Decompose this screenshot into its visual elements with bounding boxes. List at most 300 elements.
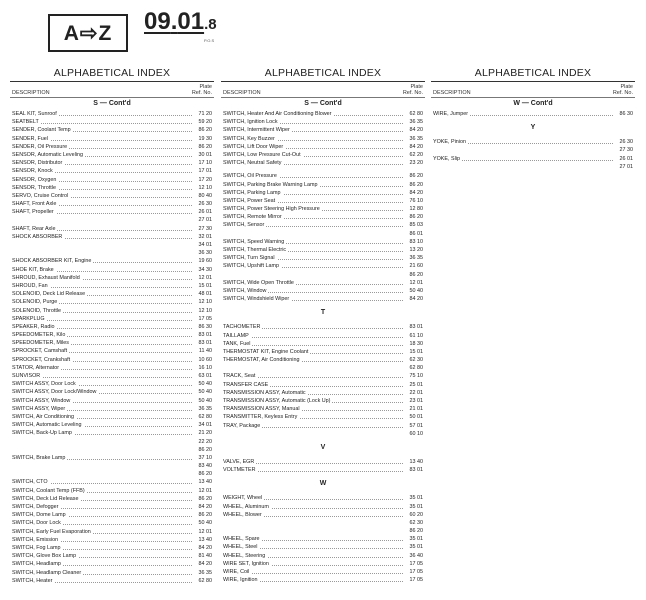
entry-plate-ref: 13 20: [409, 247, 423, 253]
entry-description: SWITCH, Heater: [12, 577, 53, 584]
index-entry: [221, 389, 425, 397]
index-entry: [10, 487, 214, 495]
entry-description: SWITCH, Deck Lid Release: [12, 495, 79, 502]
index-entry: [10, 364, 214, 372]
index-entry: [10, 192, 214, 200]
index-entry: [10, 266, 214, 274]
entry-description: WHEEL, Spare: [223, 536, 260, 543]
index-entry: [221, 397, 425, 405]
column-header: [10, 83, 214, 98]
entry-description: SWITCH ASSY, Window: [12, 397, 71, 404]
entry-description: THERMOSTAT KIT, Engine Coolant: [223, 348, 309, 355]
entry-description: SWITCH, Window: [223, 287, 267, 294]
entry-description: SPROCKET, Crankshaft: [12, 356, 71, 363]
entry-plate-ref: 84 20: [409, 189, 423, 196]
entry-plate-ref: 12 80: [409, 206, 423, 213]
index-rows: [221, 98, 425, 584]
index-entry: [10, 126, 214, 134]
index-entry: [431, 146, 635, 154]
entry-description: WHEEL, Steering: [223, 552, 266, 559]
index-entry: [221, 519, 425, 527]
entry-description: SHROUD, Fan: [12, 282, 48, 289]
entry-description: SPEEDOMETER, Kilo: [12, 332, 66, 339]
entry-plate-ref: 84 20: [198, 504, 212, 510]
entry-plate-ref: 83 01: [409, 324, 423, 331]
entry-plate-ref: 36 35: [409, 255, 423, 262]
entry-plate-ref: 62 80: [409, 111, 423, 117]
index-entry: [10, 405, 214, 413]
entry-plate-ref: 27 30: [198, 225, 212, 232]
entry-plate-ref: 86 20: [198, 446, 212, 453]
index-entry: [10, 241, 214, 249]
entry-description: SPEEDOMETER, Miles: [12, 340, 69, 347]
entry-plate-ref: 17 05: [198, 315, 212, 322]
entry-plate-ref: 50 40: [198, 381, 212, 388]
index-entry: [10, 462, 214, 470]
entry-description: YOKE, Slip: [433, 155, 460, 162]
index-entry: [221, 340, 425, 348]
entry-description: SEAL KIT, Sunroof: [12, 111, 57, 117]
column-header: [221, 83, 425, 98]
entry-description: THERMOSTAT, Air Conditioning: [223, 357, 300, 364]
entry-plate-ref: 86 30: [619, 111, 633, 117]
entry-plate-ref: 62 80: [198, 413, 212, 420]
index-entry: [10, 110, 214, 118]
section-separator: .: [170, 8, 178, 35]
entry-description: SEATBELT: [12, 119, 39, 126]
entry-plate-ref: 86 20: [198, 495, 212, 502]
entry-description: SWITCH, Oil Pressure: [223, 173, 277, 180]
index-entry: [10, 356, 214, 364]
index-entry: [221, 348, 425, 356]
index-entry: [221, 568, 425, 576]
entry-description: SWITCH, Back-Up Lamp: [12, 430, 72, 437]
index-entry: [221, 159, 425, 167]
entry-description: SWITCH, Automatic Leveling: [12, 422, 82, 429]
entry-plate-ref: 86 20: [198, 127, 212, 134]
entry-plate-ref: 12 10: [198, 299, 212, 306]
index-entry: [10, 208, 214, 216]
description-header: DESCRIPTION: [12, 90, 50, 96]
section-subtitle: P.O.S: [204, 38, 215, 43]
entry-plate-ref: 62 30: [409, 519, 423, 526]
entry-plate-ref: 85 03: [409, 222, 423, 229]
index-entry: [10, 560, 214, 568]
index-entry: [10, 536, 214, 544]
entry-description: SWITCH, Upshift Lamp: [223, 263, 280, 270]
index-entry: [221, 511, 425, 519]
index-entry: [10, 257, 214, 265]
entry-plate-ref: 60 20: [409, 511, 423, 518]
entry-description: TAILLAMP: [223, 332, 249, 339]
entry-description: SWITCH, Headlamp: [12, 561, 61, 568]
entry-plate-ref: 86 20: [409, 271, 423, 278]
entry-description: SWITCH, Headlamp Cleaner: [12, 569, 82, 576]
entry-description: SENSOR, Distributor: [12, 160, 63, 167]
entry-plate-ref: 86 20: [198, 143, 212, 150]
entry-description: SENSOR, Throttle: [12, 184, 56, 191]
column-header: [431, 83, 635, 98]
index-entry: [10, 331, 214, 339]
entry-plate-ref: 27 01: [619, 163, 633, 170]
index-entry: [10, 290, 214, 298]
entry-plate-ref: 50 01: [409, 414, 423, 421]
entry-plate-ref: 57 01: [409, 422, 423, 429]
section-sub: 01: [177, 8, 205, 35]
index-entry: [221, 287, 425, 295]
entry-plate-ref: 35 01: [409, 503, 423, 510]
index-entry: [10, 577, 214, 585]
entry-plate-ref: 22 01: [409, 389, 423, 396]
entry-description: SWITCH, Ignition Lock: [223, 119, 278, 126]
entry-plate-ref: 19 30: [198, 135, 212, 142]
index-entry: [221, 527, 425, 535]
entry-plate-ref: 75 10: [409, 373, 423, 380]
entry-plate-ref: 26 30: [198, 201, 212, 208]
letter-heading: W: [319, 480, 327, 488]
entry-plate-ref: 12 01: [198, 528, 212, 535]
entry-description: SWITCH, Power Seat: [223, 197, 276, 204]
index-entry: [10, 176, 214, 184]
entry-plate-ref: 11 40: [198, 348, 212, 355]
index-entry: [10, 323, 214, 331]
entry-plate-ref: 50 40: [409, 287, 423, 294]
entry-description: TACHOMETER: [223, 324, 261, 331]
entry-description: SWITCH, Air Conditioning: [12, 413, 75, 420]
index-entry: [221, 254, 425, 262]
entry-plate-ref: 15 01: [198, 282, 212, 289]
entry-plate-ref: 21 20: [198, 430, 212, 437]
entry-plate-ref: 60 10: [409, 430, 423, 437]
index-entry: [221, 143, 425, 151]
entry-plate-ref: 10 60: [198, 356, 212, 363]
entry-plate-ref: 26 30: [619, 139, 633, 146]
description-header: DESCRIPTION: [223, 90, 261, 96]
index-rows: [10, 98, 214, 585]
entry-description: SWITCH, Coolant Temp (FFB): [12, 487, 85, 494]
entry-plate-ref: 86 20: [409, 181, 423, 188]
entry-description: SOLENOID, Deck Lid Release: [12, 291, 86, 298]
entry-description: SOLENOID, Purge: [12, 299, 58, 306]
entry-plate-ref: 84 20: [198, 561, 212, 568]
entry-description: WIRE, Jumper: [433, 111, 469, 117]
index-entry: [221, 262, 425, 270]
index-entry: [10, 544, 214, 552]
entry-plate-ref: 32 01: [198, 233, 212, 240]
entry-description: SWITCH, Lift Door Wiper: [223, 143, 284, 150]
entry-plate-ref: 84 20: [198, 544, 212, 551]
entry-plate-ref: 37 10: [198, 454, 212, 461]
entry-description: STATOR, Alternator: [12, 364, 60, 371]
entry-plate-ref: 71 20: [198, 111, 212, 117]
entry-description: WIRE, Ignition: [223, 577, 258, 584]
index-entry: [10, 225, 214, 233]
index-entry: [10, 388, 214, 396]
entry-description: SENSOR, Oxygen: [12, 176, 57, 183]
entry-description: SWITCH, Parking Brake Warning Lamp: [223, 181, 318, 188]
entry-description: YOKE, Pinion: [433, 139, 466, 146]
entry-description: SHROUD, Exhaust Manifold: [12, 274, 80, 281]
entry-plate-ref: 17 05: [409, 569, 423, 575]
description-header: DESCRIPTION: [433, 90, 471, 96]
entry-description: SERVO, Cruise Control: [12, 192, 69, 199]
entry-description: SWITCH, Fog Lamp: [12, 544, 61, 551]
index-entry: [221, 372, 425, 380]
continued-heading: S — Cont'd: [93, 100, 131, 107]
index-entry: [10, 339, 214, 347]
entry-plate-ref: 86 30: [198, 323, 212, 330]
entry-plate-ref: 16 10: [198, 364, 212, 371]
index-entry: [10, 159, 214, 167]
entry-plate-ref: 36 30: [198, 250, 212, 257]
index-entry: [10, 307, 214, 315]
index-entry: [10, 118, 214, 126]
entry-plate-ref: 27 30: [619, 147, 633, 154]
entry-plate-ref: 36 35: [198, 405, 212, 412]
index-entry: [221, 205, 425, 213]
index-entry: [10, 429, 214, 437]
index-entry: [221, 110, 425, 118]
index-entry: [221, 213, 425, 221]
index-entry: [10, 315, 214, 323]
entry-description: SWITCH, Intermittent Wiper: [223, 127, 290, 134]
entry-description: WHEEL, Aluminum: [223, 503, 269, 510]
entry-description: TRANSFER CASE: [223, 381, 269, 388]
index-entry: [221, 172, 425, 180]
index-entry: [221, 126, 425, 134]
index-entry: [431, 155, 635, 163]
column-title: ALPHABETICAL INDEX: [431, 66, 635, 82]
entry-description: SWITCH, Brake Lamp: [12, 454, 66, 461]
entry-plate-ref: 17 20: [198, 176, 212, 183]
column-title: ALPHABETICAL INDEX: [221, 66, 425, 82]
index-entry: [10, 511, 214, 519]
index-entry: [221, 576, 425, 584]
entry-description: WIRE, Coil: [223, 569, 250, 575]
index-entry: [10, 413, 214, 421]
index-entry: [10, 347, 214, 355]
entry-description: SWITCH, Key Buzzer: [223, 135, 275, 142]
index-entry: [10, 282, 214, 290]
entry-description: TRANSMISSION ASSY, Automatic (Lock Up): [223, 398, 331, 404]
index-entry: [221, 295, 425, 303]
entry-description: SWITCH, Sensor: [223, 222, 265, 229]
entry-description: TRACK, Seat: [223, 373, 256, 380]
index-entry: [431, 138, 635, 146]
index-entry: [10, 495, 214, 503]
index-entry: [10, 233, 214, 241]
index-entry: [221, 271, 425, 279]
entry-plate-ref: 83 01: [198, 340, 212, 347]
entry-plate-ref: 84 20: [409, 296, 423, 303]
index-entry: [10, 298, 214, 306]
entry-plate-ref: 21 60: [409, 263, 423, 270]
index-entry: [431, 163, 635, 171]
index-entry: [221, 221, 425, 229]
index-entry: [10, 438, 214, 446]
entry-description: SWITCH ASSY, Door Lock: [12, 381, 76, 388]
entry-plate-ref: 86 20: [198, 512, 212, 519]
entry-description: SHOCK ABSORBER KIT, Engine: [12, 258, 92, 265]
index-entry: [221, 466, 425, 474]
entry-plate-ref: 12 01: [198, 487, 212, 494]
entry-description: SENDER, Fuel: [12, 135, 48, 142]
entry-plate-ref: 83 10: [409, 238, 423, 245]
entry-description: SWITCH, Wide Open Throttle: [223, 279, 294, 286]
entry-plate-ref: 86 20: [198, 471, 212, 478]
entry-description: SWITCH, Early Fuel Evaporation: [12, 528, 91, 535]
entry-description: TRANSMISSION ASSY, Automatic: [223, 389, 306, 396]
entry-description: SWITCH, Defogger: [12, 504, 59, 510]
continued-heading: W — Cont'd: [513, 100, 553, 107]
index-entry: [10, 397, 214, 405]
entry-description: SENDER, Coolant Temp: [12, 127, 71, 134]
entry-description: SHAFT, Front Axle: [12, 201, 57, 208]
index-entry: [10, 470, 214, 478]
entry-description: SPROCKET, Camshaft: [12, 348, 68, 355]
index-entry: [431, 110, 635, 118]
entry-plate-ref: 27 01: [198, 217, 212, 224]
entry-plate-ref: 12 01: [409, 279, 423, 286]
entry-plate-ref: 17 05: [409, 577, 423, 584]
index-entry: [221, 151, 425, 159]
index-entry: [221, 118, 425, 126]
entry-description: WIRE SET, Ignition: [223, 560, 269, 567]
index-column-3: [431, 66, 635, 171]
index-entry: [221, 323, 425, 331]
entry-plate-ref: 13 40: [198, 536, 212, 543]
entry-description: SWITCH, Parking Lamp: [223, 189, 281, 196]
index-column-2: [221, 66, 425, 584]
entry-plate-ref: 83 01: [198, 332, 212, 339]
index-entry: [221, 543, 425, 551]
entry-plate-ref: 63 01: [198, 373, 212, 379]
entry-description: VOLTMETER: [223, 467, 256, 474]
entry-description: VALVE, EGR: [223, 458, 255, 465]
plate-ref-header: Plate Ref. No.: [191, 84, 212, 96]
index-entry: [10, 200, 214, 208]
index-entry: [10, 167, 214, 175]
entry-description: SPARKPLUG: [12, 315, 45, 322]
entry-plate-ref: 34 01: [198, 242, 212, 248]
entry-plate-ref: 34 30: [198, 266, 212, 273]
entry-plate-ref: 26 01: [198, 209, 212, 216]
section-main: 09: [144, 8, 171, 35]
entry-description: SWITCH, CTO: [12, 479, 48, 486]
index-entry: [221, 494, 425, 502]
index-entry: [221, 552, 425, 560]
index-rows: [431, 98, 635, 171]
index-entry: [221, 181, 425, 189]
index-entry: [10, 380, 214, 388]
index-entry: [221, 230, 425, 238]
index-entry: [10, 569, 214, 577]
entry-plate-ref: 17 10: [198, 160, 212, 167]
entry-plate-ref: 62 80: [198, 577, 212, 584]
entry-description: SOLENOID, Throttle: [12, 307, 62, 314]
index-entry: [10, 143, 214, 151]
entry-description: SPEAKER, Radio: [12, 323, 55, 330]
entry-description: SWITCH ASSY, Door Lock/Window: [12, 389, 97, 396]
entry-plate-ref: 36 40: [409, 552, 423, 559]
entry-description: WEIGHT, Wheel: [223, 495, 263, 502]
entry-plate-ref: 26 01: [619, 155, 633, 162]
index-entry: [221, 356, 425, 364]
index-entry: [221, 364, 425, 372]
entry-description: SWITCH, Door Lock: [12, 520, 61, 527]
entry-description: SWITCH, Low Pressure Cut-Out: [223, 151, 301, 158]
entry-plate-ref: 62 30: [409, 357, 423, 364]
entry-plate-ref: 17 05: [409, 560, 423, 567]
entry-plate-ref: 83 01: [409, 467, 423, 474]
entry-plate-ref: 13 40: [409, 458, 423, 465]
entry-description: SWITCH, Heater And Air Conditioning Blower: [223, 111, 332, 117]
index-entry: [221, 535, 425, 543]
entry-description: SWITCH, Power Steering High Pressure: [223, 206, 320, 213]
entry-plate-ref: 48 01: [198, 291, 212, 298]
letter-heading: T: [320, 309, 326, 317]
entry-plate-ref: 59 20: [198, 119, 212, 126]
entry-description: SWITCH, Neutral Safety: [223, 160, 282, 167]
entry-plate-ref: 62 20: [409, 151, 423, 158]
index-entry: [10, 519, 214, 527]
entry-plate-ref: 15 01: [409, 348, 423, 355]
continued-heading: S — Cont'd: [304, 100, 342, 107]
index-entry: [221, 246, 425, 254]
index-entry: [10, 274, 214, 282]
entry-plate-ref: 36 35: [198, 569, 212, 576]
index-entry: [10, 421, 214, 429]
index-entry: [221, 332, 425, 340]
entry-plate-ref: 50 40: [198, 389, 212, 396]
index-entry: [221, 503, 425, 511]
index-entry: [10, 151, 214, 159]
entry-plate-ref: 12 01: [198, 274, 212, 281]
entry-description: SWITCH, Glove Box Lamp: [12, 553, 77, 560]
entry-plate-ref: 61 10: [409, 332, 423, 339]
entry-plate-ref: 13 40: [198, 479, 212, 486]
entry-plate-ref: 86 01: [409, 230, 423, 237]
entry-plate-ref: 19 60: [198, 258, 212, 265]
entry-description: SENDER, Oil Pressure: [12, 143, 68, 150]
entry-plate-ref: 84 20: [409, 127, 423, 134]
entry-plate-ref: 17 01: [198, 168, 212, 175]
entry-plate-ref: 35 01: [409, 544, 423, 551]
entry-plate-ref: 86 20: [409, 528, 423, 535]
index-column-1: [10, 66, 214, 585]
index-entry: [10, 528, 214, 536]
entry-description: SENSOR, Automatic Leveling: [12, 151, 84, 158]
entry-description: TRAY, Package: [223, 422, 261, 429]
letter-heading: Y: [530, 124, 536, 132]
index-entry: [221, 189, 425, 197]
entry-description: SHAFT, Propeller: [12, 209, 54, 216]
entry-description: TRANSMITTER, Keyless Entry: [223, 414, 298, 421]
entry-plate-ref: 83 40: [198, 463, 212, 470]
entry-plate-ref: 18 30: [409, 340, 423, 347]
entry-plate-ref: 36 35: [409, 135, 423, 142]
index-entry: [221, 413, 425, 421]
index-entry: [10, 503, 214, 511]
entry-description: TANK, Fuel: [223, 340, 251, 347]
entry-plate-ref: 86 20: [409, 214, 423, 221]
entry-description: WHEEL, Steel: [223, 544, 258, 551]
entry-description: SUNVISOR: [12, 373, 41, 379]
entry-description: SWITCH, Emission: [12, 536, 59, 543]
entry-plate-ref: 36 35: [409, 119, 423, 126]
entry-plate-ref: 35 01: [409, 536, 423, 543]
entry-plate-ref: 23 01: [409, 398, 423, 404]
